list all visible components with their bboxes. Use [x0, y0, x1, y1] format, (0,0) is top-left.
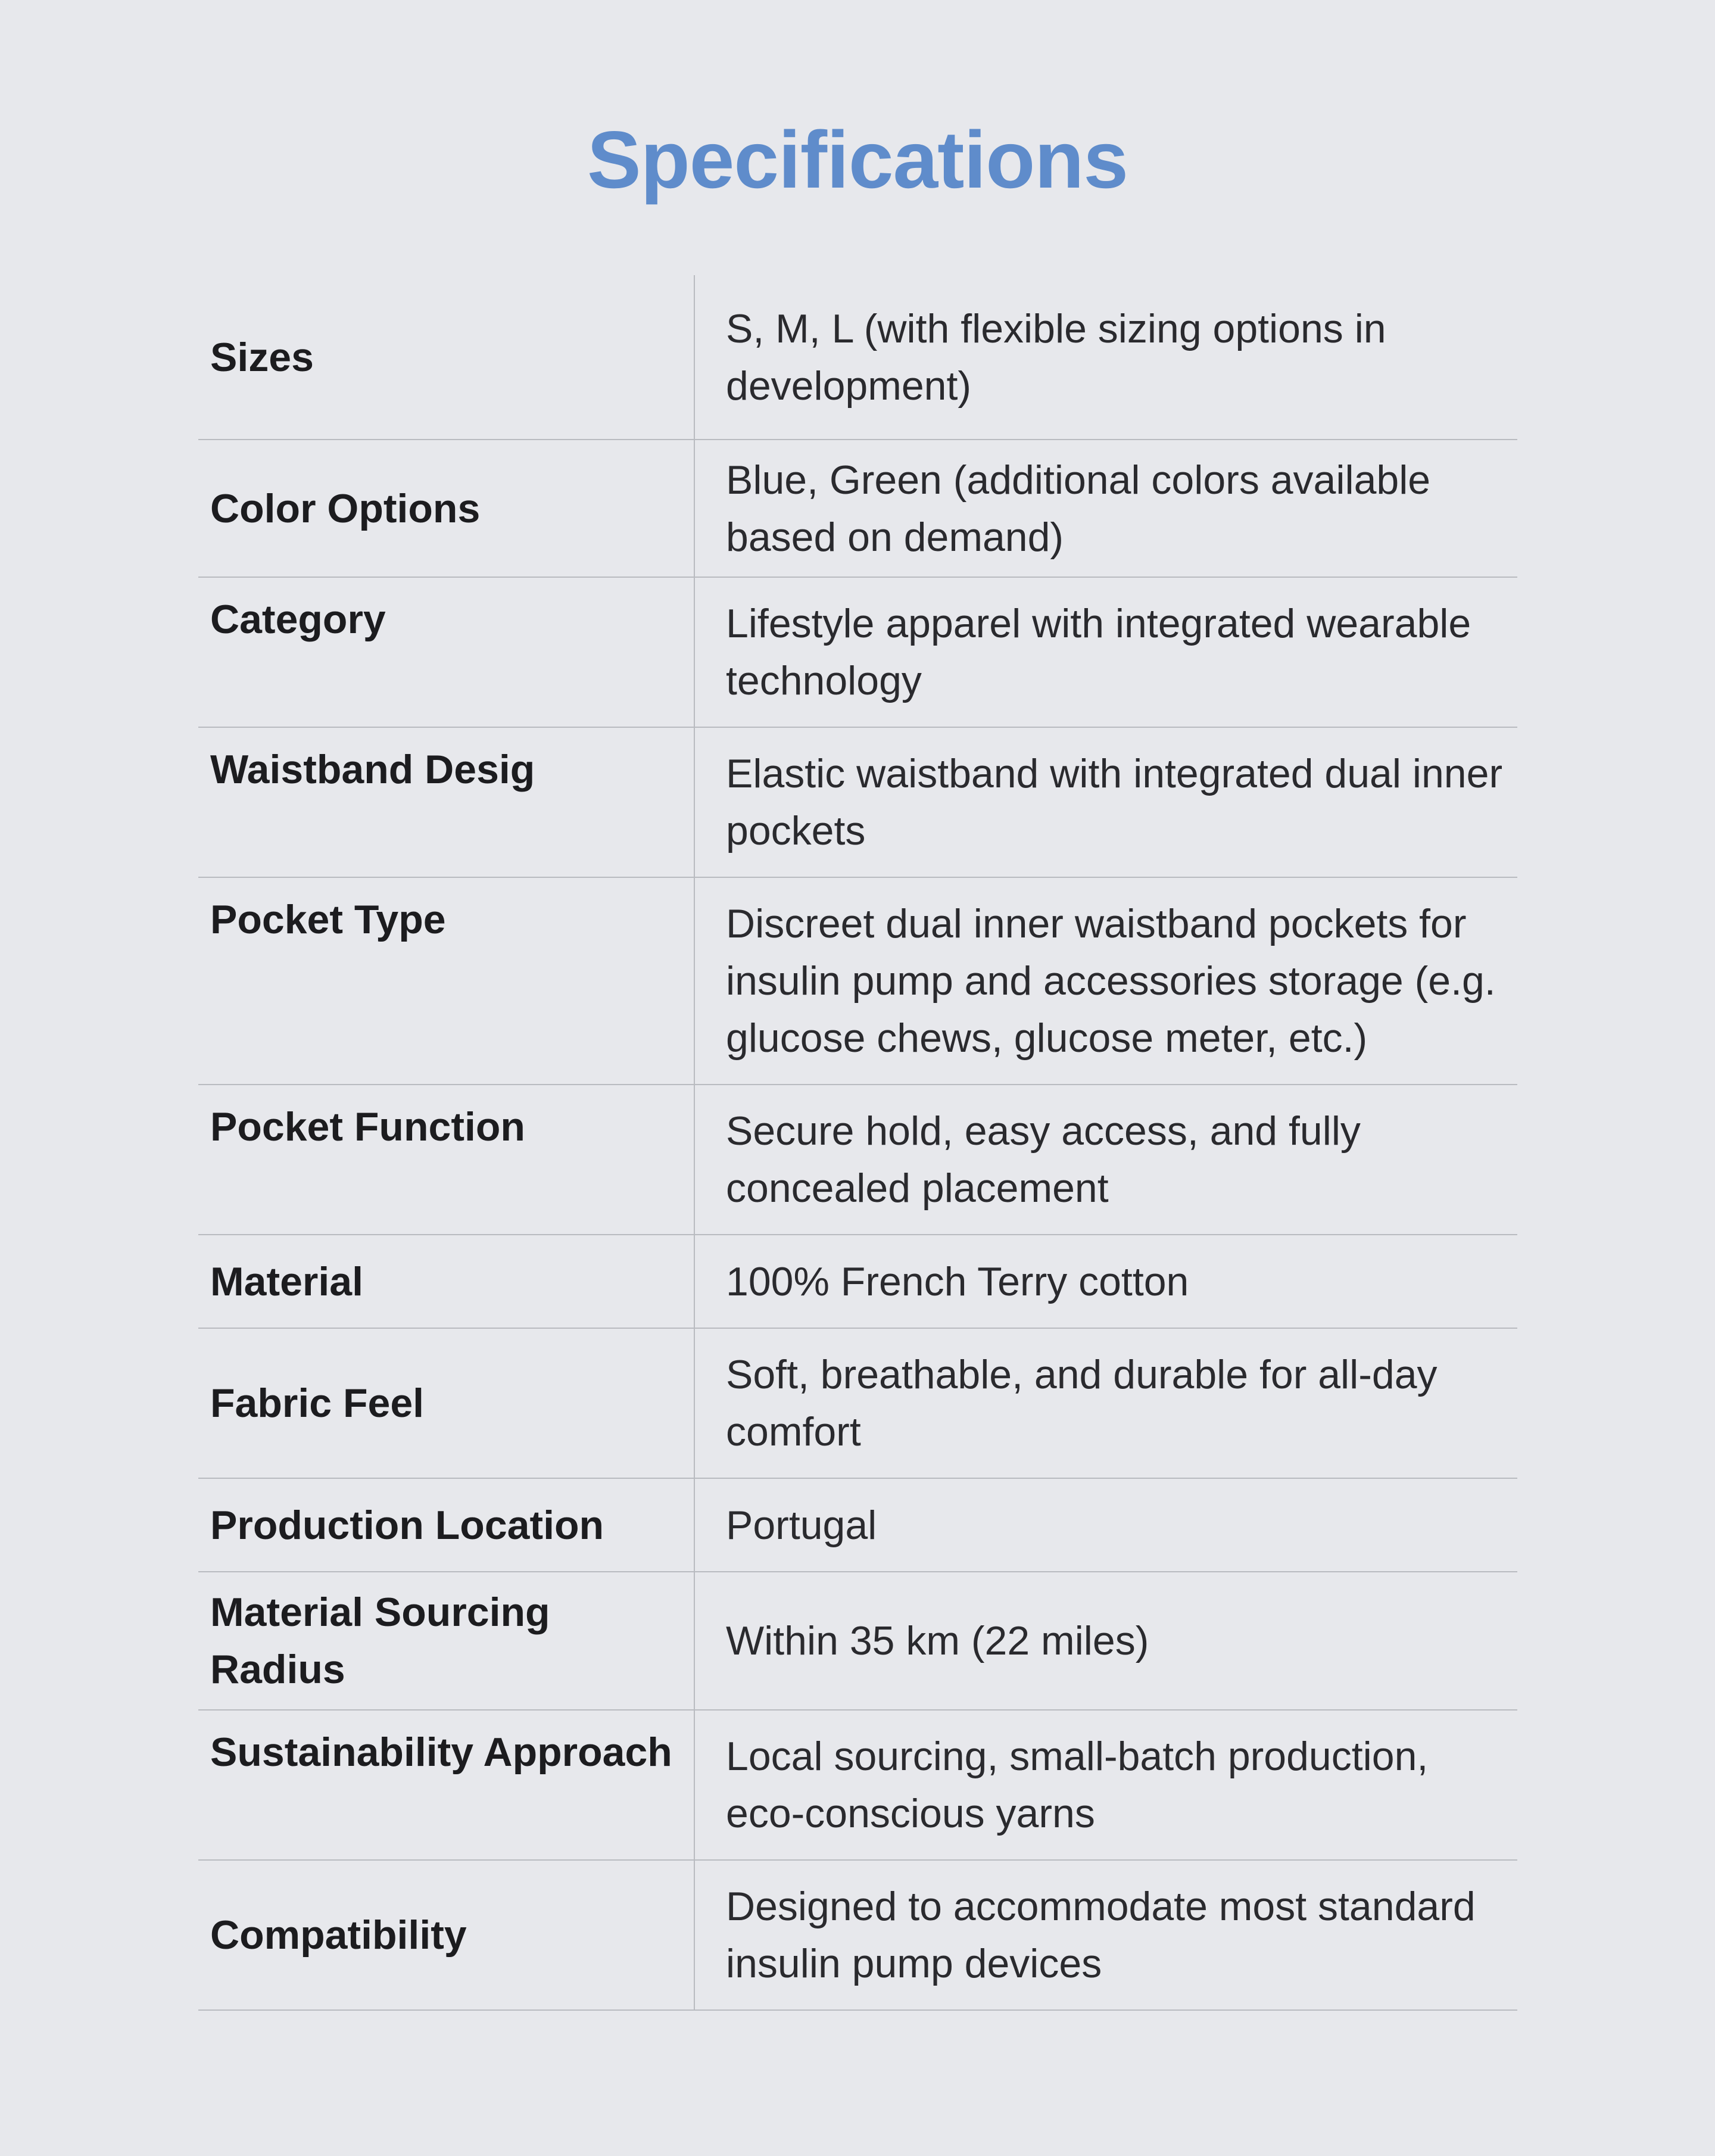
spec-label: Waistband Desig — [198, 727, 694, 877]
spec-row-compatibility — [198, 1860, 1517, 2010]
spec-row-sizes — [198, 275, 1517, 440]
spec-row-production-location — [198, 1478, 1517, 1572]
spec-label: Compatibility — [198, 1860, 694, 2010]
spec-row-material-sourcing-radius — [198, 1572, 1517, 1710]
specifications-table — [198, 275, 1517, 2011]
spec-value: Blue, Green (additional colors available based on demand) — [694, 440, 1517, 577]
spec-label: Sizes — [198, 275, 694, 440]
spec-value: Discreet dual inner waistband pockets for insulin pump and accessories storage (e.g. glucose chews, glucose meter, etc.) — [694, 877, 1517, 1085]
spec-row-pocket-type — [198, 877, 1517, 1085]
spec-value: Elastic waistband with integrated dual inner pockets — [694, 727, 1517, 877]
spec-row-sustainability-approach — [198, 1710, 1517, 1860]
spec-row-material — [198, 1235, 1517, 1328]
spec-label: Sustainability Approach — [198, 1710, 694, 1860]
spec-value: Portugal — [694, 1478, 1517, 1572]
spec-value: Local sourcing, small-batch production, eco-conscious yarns — [694, 1710, 1517, 1860]
spec-label: Pocket Type — [198, 877, 694, 1085]
spec-value: Designed to accommodate most standard insulin pump devices — [694, 1860, 1517, 2010]
page-title: Specifications — [587, 114, 1128, 205]
spec-row-color-options — [198, 440, 1517, 577]
spec-label: Pocket Function — [198, 1085, 694, 1235]
spec-value: 100% French Terry cotton — [694, 1235, 1517, 1328]
spec-row-pocket-function — [198, 1085, 1517, 1235]
spec-row-category — [198, 577, 1517, 727]
spec-label: Fabric Feel — [198, 1328, 694, 1478]
spec-value: Within 35 km (22 miles) — [694, 1572, 1517, 1710]
spec-value: S, M, L (with flexible sizing options in development) — [694, 275, 1517, 440]
spec-value: Soft, breathable, and durable for all-day comfort — [694, 1328, 1517, 1478]
spec-value: Lifestyle apparel with integrated wearable technology — [694, 577, 1517, 727]
spec-row-waistband-design — [198, 727, 1517, 877]
spec-value: Secure hold, easy access, and fully concealed placement — [694, 1085, 1517, 1235]
spec-label: Category — [198, 577, 694, 727]
spec-row-fabric-feel — [198, 1328, 1517, 1478]
spec-label: Production Location — [198, 1478, 694, 1572]
spec-label: Color Options — [198, 440, 694, 577]
spec-label: Material Sourcing Radius — [198, 1572, 694, 1710]
spec-label: Material — [198, 1235, 694, 1328]
